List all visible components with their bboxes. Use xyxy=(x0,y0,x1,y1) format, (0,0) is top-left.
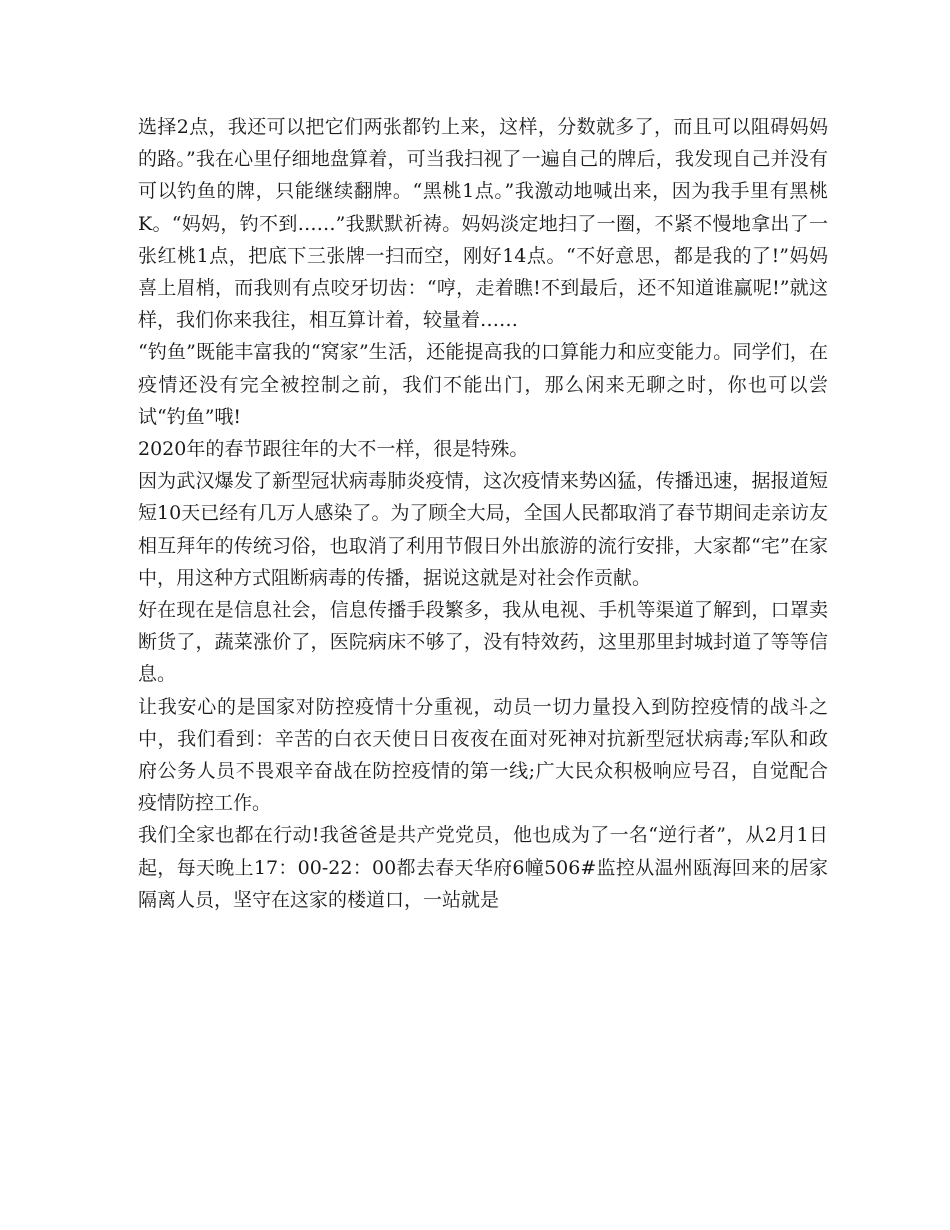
paragraph-epidemic-outbreak: 因为武汉爆发了新型冠状病毒肺炎疫情，这次疫情来势凶猛，传播迅速，据报道短短10天已经有几万人感染了。为了顾全大局，全国人民都取消了春节期间走亲访友相互拜年的传统习俗，也取消了利用节假日外出旅游的流行安排，大家都“宅”在家中，用这种方式阻断病毒的传播，据说这就是对社会作贡献。 xyxy=(138,470,828,589)
paragraph-information-society: 好在现在是信息社会，信息传播手段繁多，我从电视、手机等渠道了解到，口罩卖断货了，蔬菜涨价了，医院病床不够了，没有特效药，这里那里封城封道了等等信息。 xyxy=(138,599,828,686)
document-body xyxy=(138,111,828,916)
paragraph-family-action: 我们全家也都在行动!我爸爸是共产党党员，他也成为了一名“逆行者”，从2月1日起，每天晚上17：00-22：00都去春天华府6幢506#监控从温州瓯海回来的居家隔离人员，坚守在这家的楼道口，一站就是 xyxy=(138,824,828,911)
paragraph-national-response: 让我安心的是国家对防控疫情十分重视，动员一切力量投入到防控疫情的战斗之中，我们看到：辛苦的白衣天使日日夜夜在面对死神对抗新型冠状病毒;军队和政府公务人员不畏艰辛奋战在防控疫情的第一线;广大民众积极响应号召，自觉配合疫情防控工作。 xyxy=(138,695,828,815)
paragraph-fishing-benefits: “钓鱼”既能丰富我的“窝家”生活，还能提高我的口算能力和应变能力。同学们，在疫情还没有完全被控制之前，我们不能出门，那么闲来无聊之时，你也可以尝试“钓鱼”哦! xyxy=(138,341,828,428)
paragraph-fishing-game: 选择2点，我还可以把它们两张都钓上来，这样，分数就多了，而且可以阻碍妈妈的路。”我在心里仔细地盘算着，可当我扫视了一遍自己的牌后，我发现自己并没有可以钓鱼的牌，只能继续翻牌。“黑桃1点。”我激动地喊出来，因为我手里有黑桃K。“妈妈，钓不到……”我默默祈祷。妈妈淡定地扫了一圈，不紧不慢地拿出了一张红桃1点，把底下三张牌一扫而空，刚好14点。“不好意思，都是我的了!”妈妈喜上眉梢，而我则有点咬牙切齿：“哼，走着瞧!不到最后，还不知道谁赢呢!”就这样，我们你来我往，相互算计着，较量着…… xyxy=(138,116,828,332)
paragraph-spring-festival: 2020年的春节跟往年的大不一样，很是特殊。 xyxy=(138,438,529,461)
